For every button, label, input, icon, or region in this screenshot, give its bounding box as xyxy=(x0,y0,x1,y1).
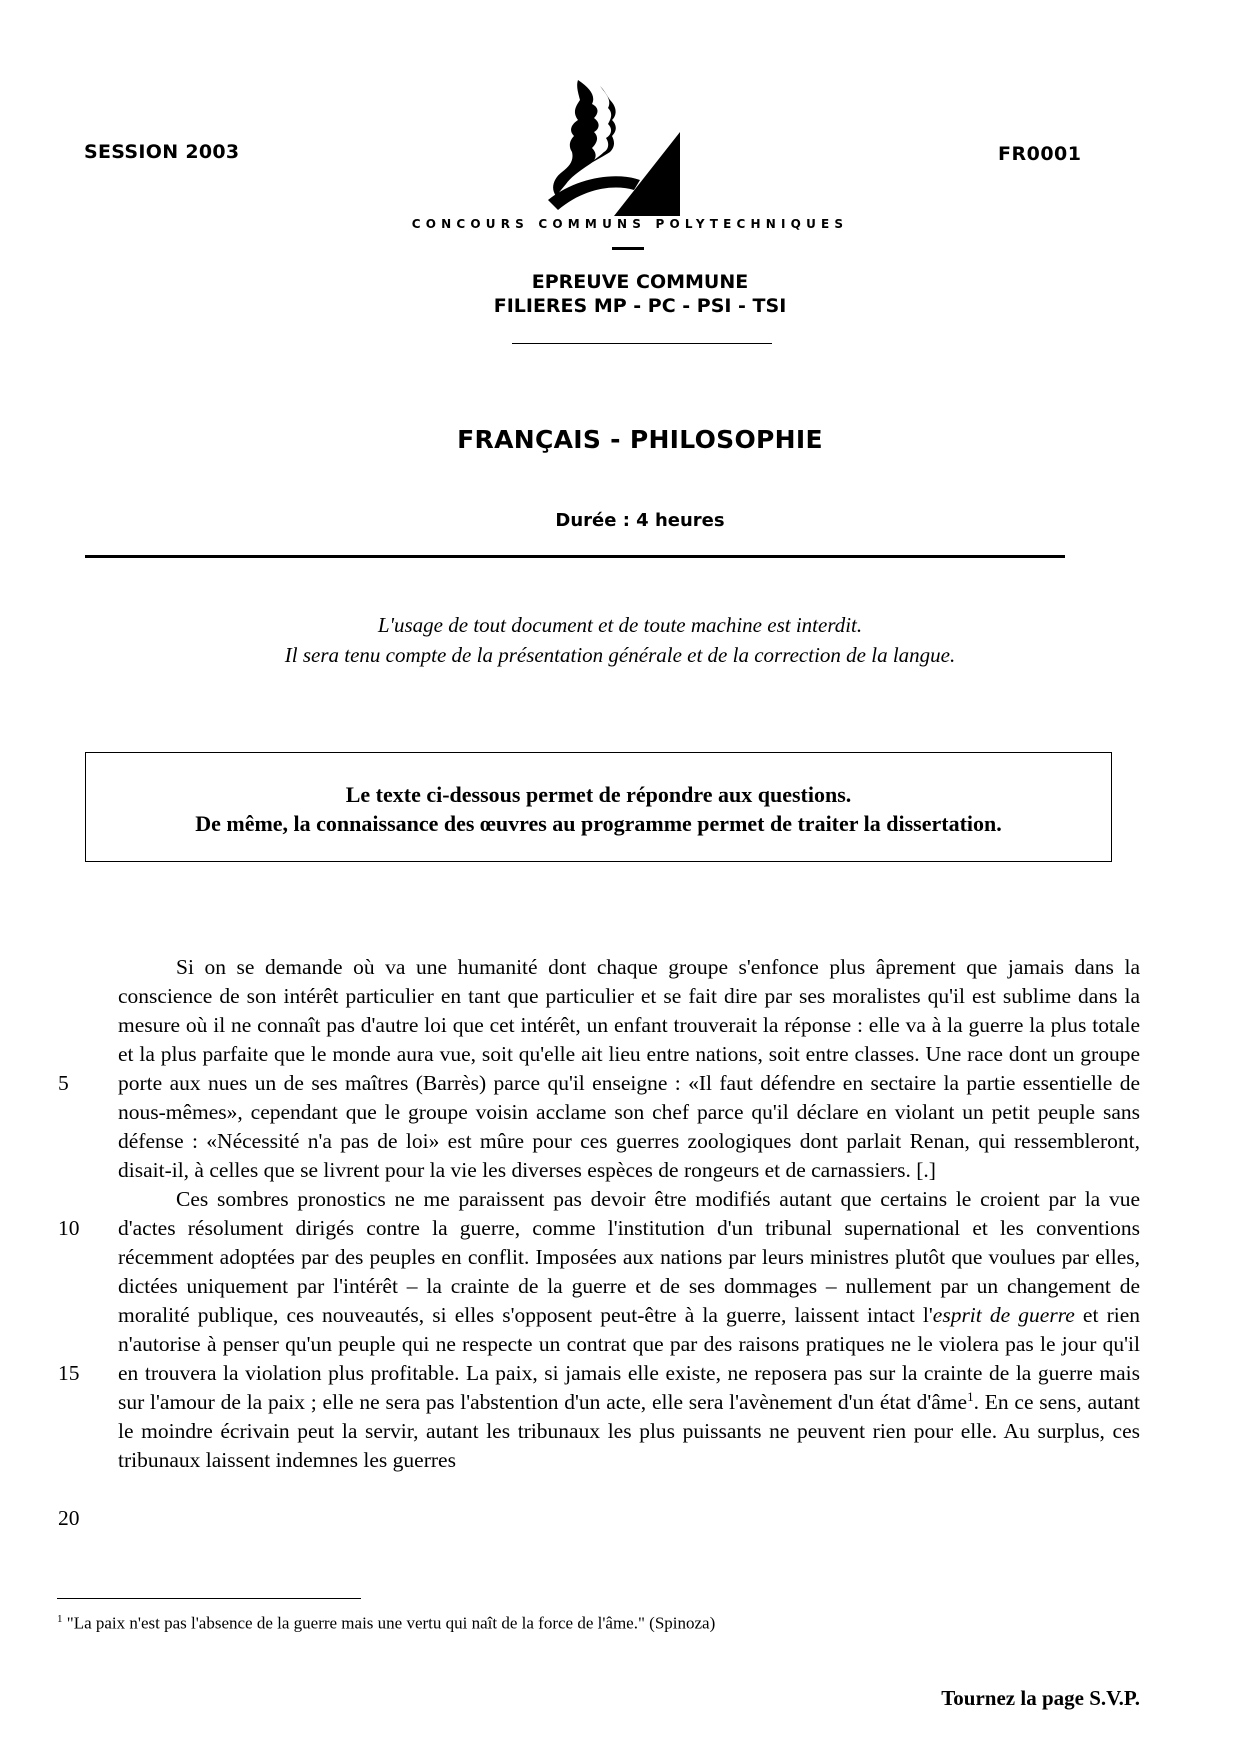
instruction-line2: Il sera tenu compte de la présentation générale et de la correction de la langue. xyxy=(284,643,956,667)
line-number: 20 xyxy=(58,1506,80,1530)
line-number: 15 xyxy=(58,1361,80,1385)
epreuve-line2: FILIERES MP - PC - PSI - TSI xyxy=(493,295,787,317)
turn-page-note: Tournez la page S.V.P. xyxy=(941,1686,1140,1710)
line-number: 10 xyxy=(58,1216,80,1240)
paragraph2-text-c: . En ce sens, autant le moindre écrivain peut la servir, autant les tribunaux les plus puissants ne peuvent rien pour elle. Au surplus, ces tribunaux laissent indemnes les guerres xyxy=(118,1390,1140,1472)
footnote-rule xyxy=(57,1598,361,1599)
footnote-reference: 1 xyxy=(967,1388,974,1404)
line-number: 5 xyxy=(58,1071,69,1095)
paragraph2-emphasis: esprit de guerre xyxy=(932,1303,1075,1327)
footnote-marker: 1 xyxy=(57,1613,63,1625)
organization-name: CONCOURS COMMUNS POLYTECHNIQUES xyxy=(411,217,849,231)
passage-paragraph-2 xyxy=(118,1185,1140,1475)
footnote-text: "La paix n'est pas l'absence de la guerre mais une vertu qui naît de la force de l'âme." (Spinoza) xyxy=(62,1613,716,1633)
passage xyxy=(118,953,1140,1475)
footnote xyxy=(57,1608,1057,1635)
ccp-logo xyxy=(548,80,680,216)
paragraph2-text-b: et rien n'autorise à penser qu'un peuple qui ne respecte un contrat que par des raisons pratiques ne le violera pas le jour qu'il en trouvera la violation plus profitable. La paix, si jamais elle existe, ne reposera pas sur la crainte de la guerre mais sur l'amour de la paix ; elle ne sera pas l'abstention d'un acte, elle sera l'avènement d'un état d'âme xyxy=(118,1303,1140,1414)
exam-subject: FRANÇAIS - PHILOSOPHIE xyxy=(457,425,823,454)
notice-line1: Le texte ci-dessous permet de répondre aux questions. xyxy=(345,782,852,807)
notice-line2: De même, la connaissance des œuvres au programme permet de traiter la dissertation. xyxy=(195,811,1002,836)
title-divider xyxy=(85,555,1065,558)
epreuve-line1: EPREUVE COMMUNE xyxy=(531,271,749,293)
exam-code: FR0001 xyxy=(998,143,1082,165)
logo-underline xyxy=(612,247,644,250)
instructions xyxy=(100,610,1140,670)
exam-duration: Durée : 4 heures xyxy=(555,510,725,531)
passage-paragraph-1: Si on se demande où va une humanité dont chaque groupe s'enfonce plus âprement que jamais dans la conscience de son intérêt particulier en tant que particulier et se fait dire par ses moralistes qu'il est sublime dans la mesure où il ne connaît pas d'autre loi que cet intérêt, un enfant trouverait la réponse : elle va à la guerre la plus totale et la plus parfaite que le monde aura vue, soit qu'elle ait lieu entre nations, soit entre classes. Une race dont un groupe porte aux nues un de ses maîtres (Barrès) parce qu'il enseigne : «Il faut défendre en sectaire la partie essentielle de nous-mêmes», cependant que le groupe voisin acclame son chef parce qu'il déclare en violant un petit peuple sans défense : «Nécessité n'a pas de loi» est mûre pour ces guerres zoologiques dont parlait Renan, qui ressembleront, disait-il, à celles que se livrent pour la vie les diverses espèces de rongeurs et de carnassiers. [.] xyxy=(118,955,1140,1182)
paragraph2-text-a: Ces sombres pronostics ne me paraissent pas devoir être modifiés autant que certains le croient par la vue d'actes résolument dirigés contre la guerre, comme l'institution d'un tribunal supernational et les conventions récemment adoptées par des peuples en conflit. Imposées aux nations par leurs ministres plutôt que voulues par elles, dictées uniquement par l'intérêt – la crainte de la guerre et de ses dommages – nullement par un changement de moralité publique, ces nouveautés, si elles s'opposent peut-être à la guerre, laissent intact l' xyxy=(118,1187,1140,1327)
session-label: SESSION 2003 xyxy=(84,141,240,163)
header-divider xyxy=(512,343,772,344)
instruction-line1: L'usage de tout document et de toute machine est interdit. xyxy=(377,613,863,637)
notice-text xyxy=(85,780,1112,838)
exam-track xyxy=(400,270,880,318)
